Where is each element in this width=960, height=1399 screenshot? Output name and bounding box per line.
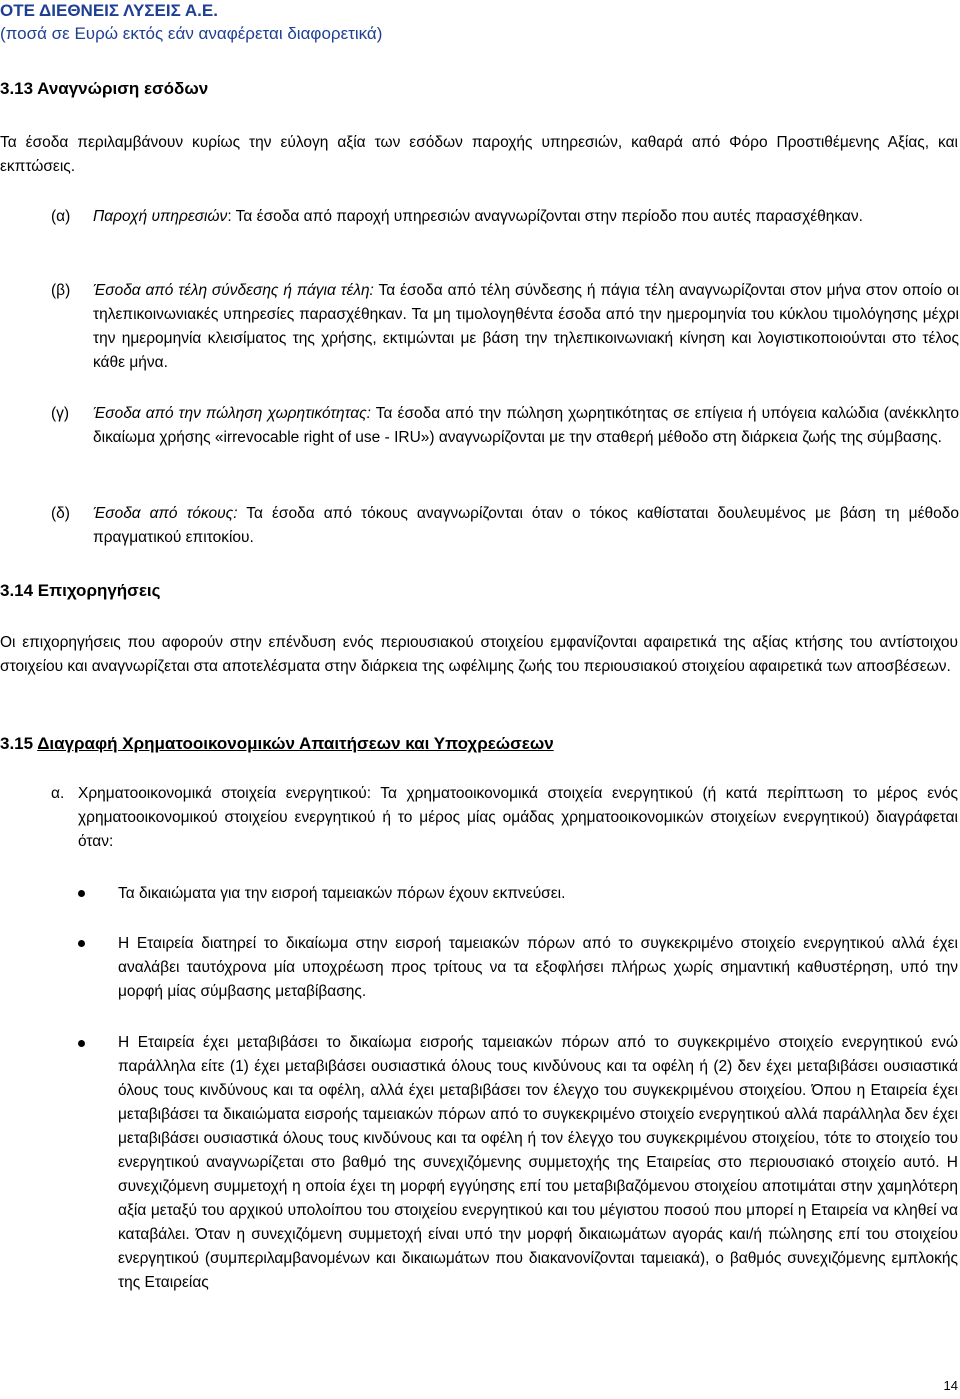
item-label-b: (β) bbox=[51, 282, 71, 299]
item-label-a: (α) bbox=[51, 208, 71, 225]
sub-label-a: α. bbox=[51, 785, 65, 802]
bullet-text-2: Η Εταιρεία διατηρεί το δικαίωμα στην εισροή ταμειακών πόρων από το συγκεκριμένο στοιχείο ενεργητικού αλλά έχει αναλάβει ταυτόχρονα μία υποχρέωση προς τρίτους να τα εξοφλήσει πλήρως χωρίς σημαντική καθυστέρηση, υπό την μορφή μίας σύμβασης μεταβίβασης. bbox=[118, 935, 958, 1000]
item-body-c: Τα έσοδα από την πώληση χωρητικότητας σε επίγεια ή υπόγεια καλώδια (ανέκκλητο δικαίωμα χρήσης «irrevocable right of use - IRU») αναγνωρίζονται με την σταθερή μέθοδο στη διάρκεια ζωής της σύμβασης. bbox=[93, 405, 959, 446]
item-italic-b: Έσοδα από τέλη σύνδεσης ή πάγια τέλη: bbox=[93, 282, 374, 299]
section-3-15-number: 3.15 bbox=[0, 734, 38, 753]
section-3-15-title: Διαγραφή Χρηματοοικονομικών Απαιτήσεων και Υποχρεώσεων bbox=[37, 734, 554, 753]
document-header-subtitle: (ποσά σε Ευρώ εκτός εάν αναφέρεται διαφορετικά) bbox=[0, 24, 383, 43]
bullet-text-1: Τα δικαιώματα για την εισροή ταμειακών πόρων έχουν εκπνεύσει. bbox=[118, 885, 566, 902]
bullet-text-3: Η Εταιρεία έχει μεταβιβάσει το δικαίωμα εισροής ταμειακών πόρων από το συγκεκριμένο στοιχείο ενεργητικού ενώ παράλληλα είτε (1) έχει μεταβιβάσει ουσιαστικά όλους τους κινδύνους και τα οφέλη ή (2) δεν έχει μεταβιβάσει ουσιαστικά όλους τους κινδύνους και τα οφέλη, αλλά έχει μεταβιβάσει τον έλεγχο του συγκεκριμένου στοιχείου. Όπου η Εταιρεία έχει μεταβιβάσει τα δικαιώματα εισροής ταμειακών πόρων από το συγκεκριμένο στοιχείο ενεργητικού αλλά παράλληλα δεν έχει μεταβιβάσει ουσιαστικά όλους τους κινδύνους και τα οφέλη ή τον έλεγχο του συγκεκριμένου στοιχείου, τότε το στοιχείο του ενεργητικού αναγνωρίζεται στο βαθμό της συνεχιζόμενης συμμετοχής της Εταιρείας στο περιουσιακό στοιχείο αυτό. Η συνεχιζόμενη συμμετοχή η οποία έχει τη μορφή εγγύησης επί του μεταβιβαζόμενου στοιχείου αποτιμάται στην χαμηλότερη αξία μεταξύ του αρχικού υπολοίπου του στοιχείου ενεργητικού και του μέγιστου ποσού που μπορεί η Εταιρεία να κληθεί να καταβάλει. Όταν η συνεχιζόμενη συμμετοχή είναι υπό την μορφή δικαιωμάτων αγοράς και/ή πώλησης επί του στοιχείου ενεργητικού (συμπεριλαμβανομένων και δικαιωμάτων που διακανονίζονται ταμειακά), ο βαθμός συνεχιζόμενης εμπλοκής της Εταιρείας bbox=[118, 1034, 958, 1291]
section-3-14-body: Οι επιχορηγήσεις που αφορούν στην επένδυση ενός περιουσιακού στοιχείου εμφανίζονται αφαιρετικά της αξίας κτήσης του αντίστοιχου στοιχείου και αναγνωρίζεται στα αποτελέσματα στην διάρκεια της ωφέλιμης ζωής του περιουσιακού στοιχείου αφαιρετικά των αποσβέσεων. bbox=[0, 634, 958, 675]
item-italic-a: Παροχή υπηρεσιών bbox=[93, 208, 228, 225]
bullet-dot-1 bbox=[78, 890, 85, 897]
section-3-13-intro: Τα έσοδα περιλαμβάνουν κυρίως την εύλογη αξία των εσόδων παροχής υπηρεσιών, καθαρά από Φόρο Προστιθέμενης Αξίας, και εκπτώσεις. bbox=[0, 134, 958, 175]
item-text-a bbox=[93, 205, 959, 229]
sub-text-a: Χρηματοοικονομικά στοιχεία ενεργητικού: Τα χρηματοοικονομικά στοιχεία ενεργητικού (ή κατά περίπτωση το μέρος ενός χρηματοοικονομικού στοιχείου ενεργητικού ή το μέρος μίας ομάδας χρηματοοικονομικών στοιχείων ενεργητικού) διαγράφεται όταν: bbox=[78, 785, 958, 850]
item-text-b bbox=[93, 279, 959, 375]
section-heading-3-13: 3.13 Αναγνώριση εσόδων bbox=[0, 79, 209, 98]
item-label-d: (δ) bbox=[51, 505, 70, 522]
item-body-a: : Τα έσοδα από παροχή υπηρεσιών αναγνωρίζονται στην περίοδο που αυτές παρασχέθηκαν. bbox=[227, 208, 863, 225]
bullet-dot-3 bbox=[78, 1040, 85, 1047]
item-label-c: (γ) bbox=[51, 405, 70, 422]
item-text-c bbox=[93, 402, 959, 450]
item-body-d: Τα έσοδα από τόκους αναγνωρίζονται όταν ο τόκος καθίσταται δουλευμένος με βάση τη μέθοδο πραγματικού επιτοκίου. bbox=[93, 505, 959, 546]
item-italic-c: Έσοδα από την πώληση χωρητικότητας: bbox=[93, 405, 371, 422]
bullet-dot-2 bbox=[78, 940, 85, 947]
section-heading-3-15 bbox=[0, 733, 554, 755]
page-number: 14 bbox=[943, 1378, 958, 1393]
section-heading-3-14: 3.14 Επιχορηγήσεις bbox=[0, 581, 161, 600]
item-italic-d: Έσοδα από τόκους: bbox=[93, 505, 238, 522]
document-header-title: ΟΤΕ ΔΙΕΘΝΕΙΣ ΛΥΣΕΙΣ Α.Ε. bbox=[0, 1, 218, 20]
item-text-d bbox=[93, 502, 959, 550]
item-body-b: Τα έσοδα από τέλη σύνδεσης ή πάγια τέλη αναγνωρίζονται στον μήνα στον οποίο οι τηλεπικοινωνιακές υπηρεσίες παρασχέθηκαν. Τα μη τιμολογηθέντα έσοδα από την ημερομηνία του κύκλου τιμολόγησης μέχρι την ημερομηνία κλεισίματος της χρήσης, εκτιμώνται με βάση την τηλεπικοινωνιακή κίνηση και λογιστικοποιούνται στο τέλος κάθε μήνα. bbox=[93, 282, 960, 371]
